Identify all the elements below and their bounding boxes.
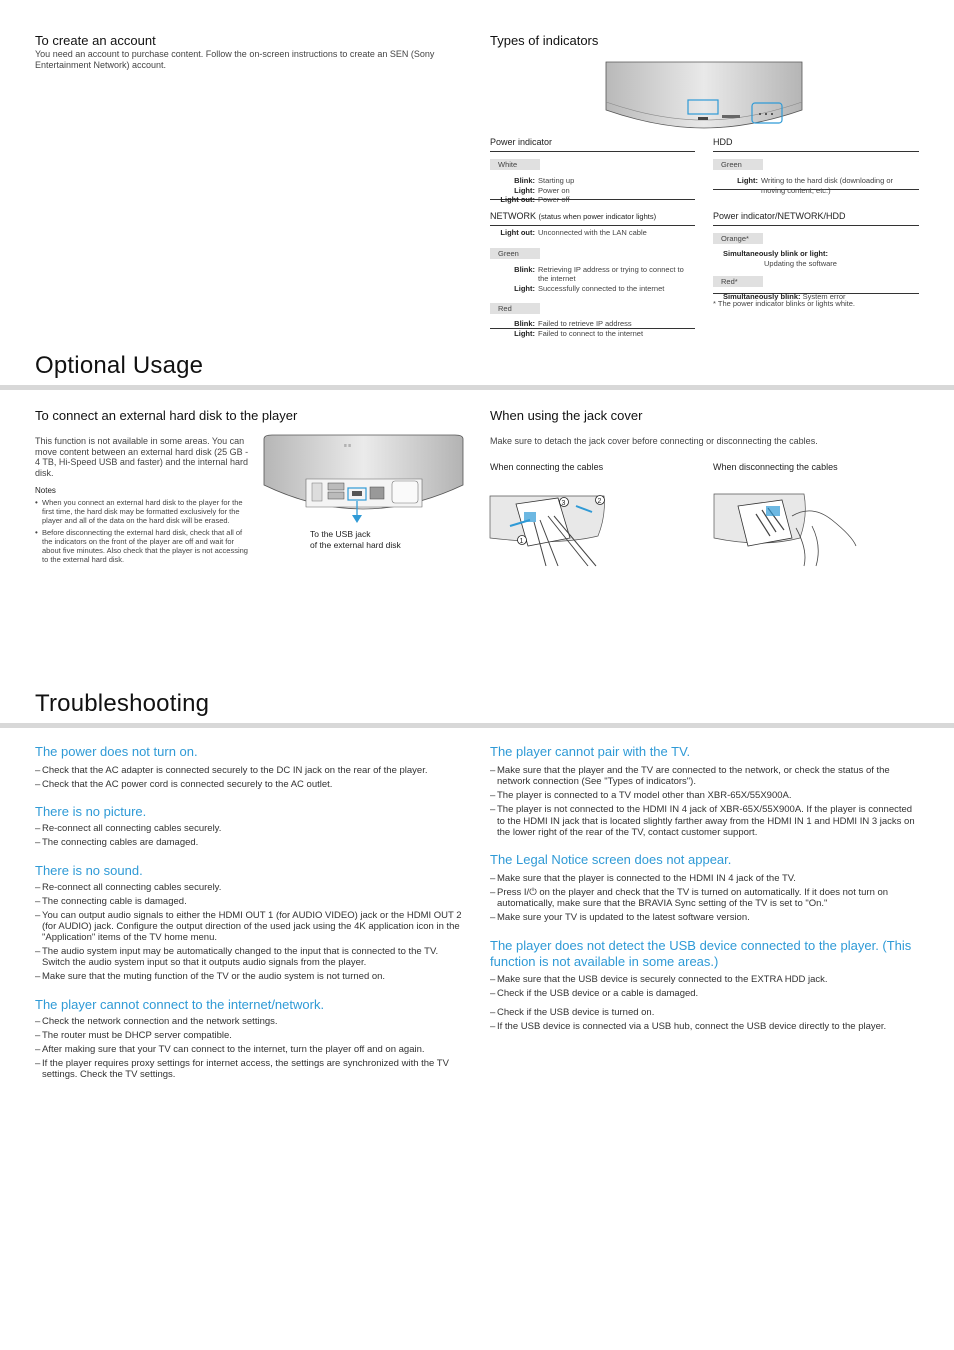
ts-title: There is no picture. bbox=[35, 804, 147, 820]
ts-item: – Check that the AC adapter is connected securely to the DC IN jack on the rear of the player. bbox=[35, 765, 465, 776]
chip-green: Green bbox=[490, 248, 540, 259]
ts-list bbox=[35, 882, 465, 983]
kv-key: Light: bbox=[737, 176, 758, 185]
kv-key: Blink: bbox=[514, 176, 535, 185]
kv-key: Light: bbox=[514, 185, 535, 195]
player-rear-illustration bbox=[262, 433, 467, 525]
ts-item: – If the USB device is connected via a USB hub, connect the USB device directly to the player. bbox=[490, 1021, 920, 1032]
ts-title: The player does not detect the USB device connected to the player. (This function is not available in some areas.) bbox=[490, 937, 912, 969]
kv-value: Power on bbox=[538, 185, 570, 195]
ts-title: The player cannot connect to the internet/network. bbox=[35, 996, 325, 1012]
svg-text:≡ ≡: ≡ ≡ bbox=[344, 443, 352, 449]
ts-item: – Check if the USB device is turned on. bbox=[490, 1007, 920, 1018]
ts-title: There is no sound. bbox=[35, 862, 143, 878]
ts-item: – The player is connected to a TV model other than XBR-65X/55X900A. bbox=[490, 790, 920, 801]
ts-item: – After making sure that your TV can connect to the internet, turn the player off and on again. bbox=[35, 1044, 465, 1055]
network-indicator-title bbox=[490, 211, 656, 221]
jack-cover-title: When using the jack cover bbox=[490, 408, 643, 423]
ts-item: – The player is not connected to the HDMI IN 4 jack of XBR-65X/55X900A. If the player is connected to the HDMI IN jack that is located slightly farther away from the HDMI IN 1 and HDMI IN 3 jacks on the lower right of the rear of the TV, contact customer support. bbox=[490, 804, 920, 838]
red-value: System error bbox=[802, 292, 846, 301]
ts-item: – If the player requires proxy settings for internet access, the settings are synchronized with the TV settings. Check the TV settings. bbox=[35, 1058, 465, 1081]
ts-item: – You can output audio signals to either the HDMI OUT 1 (for AUDIO VIDEO) jack or the HDMI OUT 2 (for AUDIO) jack. Configure the output direction of the used jack using the 4K application icon in the "Application" items of the TV home menu. bbox=[35, 910, 465, 944]
power-indicator-title: Power indicator bbox=[490, 137, 553, 147]
network-title-note: (status when power indicator lights) bbox=[538, 212, 657, 221]
troubleshooting-left-column bbox=[35, 744, 465, 1083]
disconnecting-caption: When disconnecting the cables bbox=[713, 462, 838, 472]
kv-key: Light: bbox=[514, 328, 535, 338]
create-account-title: To create an account bbox=[35, 33, 156, 48]
hdd-indicator-box bbox=[713, 151, 919, 195]
hdd-indicator-title: HDD bbox=[713, 137, 733, 147]
ts-item: – The connecting cable is damaged. bbox=[35, 896, 465, 907]
create-account-body: You need an account to purchase content. Follow the on-screen instructions to create an SEN (Sony Entertainment Network) account. bbox=[35, 49, 435, 70]
ts-item: – Check that the AC power cord is connected securely to the AC outlet. bbox=[35, 779, 465, 790]
orange-value: Updating the software bbox=[764, 258, 837, 268]
external-hdd-body: This function is not available in some areas. You can move content between an external hard disk (25 GB - 4 TB, Hi-Speed USB and faster) and the internal hard disk. bbox=[35, 436, 249, 478]
kv-key: Light out: bbox=[500, 195, 535, 204]
kv-value: Failed to retrieve IP address bbox=[538, 319, 632, 328]
section-divider bbox=[0, 385, 954, 390]
ts-item: – Make sure that the player and the TV are connected to the network, or check the status of the network connection (See "Types of indicators"). bbox=[490, 765, 920, 788]
ts-list bbox=[490, 1007, 920, 1032]
chip-red: Red* bbox=[713, 276, 763, 287]
kv-key: Blink: bbox=[514, 264, 535, 274]
kv-value: Successfully connected to the internet bbox=[538, 283, 665, 293]
note-item: • Before disconnecting the external hard disk, check that all of the indicators on the front of the player are off and wait for about five minutes. Also check that the player is not accessing to the external hard disk. bbox=[35, 528, 250, 565]
ts-item: – Make sure that the muting function of the TV or the audio system is not turned on. bbox=[35, 971, 465, 982]
ts-list bbox=[490, 974, 920, 999]
kv-value: Writing to the hard disk (downloading or moving content, etc.) bbox=[761, 176, 894, 195]
network-indicator-box bbox=[490, 225, 695, 338]
kv-value: Unconnected with the LAN cable bbox=[538, 228, 647, 237]
ts-item: – The connecting cables are damaged. bbox=[35, 837, 465, 848]
ts-title: The player cannot pair with the TV. bbox=[490, 744, 691, 759]
notes-heading: Notes bbox=[35, 486, 56, 495]
chip-green: Green bbox=[713, 159, 763, 170]
kv-value: Power off bbox=[538, 195, 570, 204]
callout-line-2: of the external hard disk bbox=[310, 540, 401, 550]
combined-indicator-title: Power indicator/NETWORK/HDD bbox=[713, 211, 846, 221]
kv-key: Light out: bbox=[500, 228, 535, 237]
ts-list bbox=[490, 873, 920, 924]
ts-item: – Re-connect all connecting cables securely. bbox=[35, 823, 465, 834]
kv-value: Retrieving IP address or trying to connect to the internet bbox=[538, 264, 684, 283]
troubleshooting-right-column bbox=[490, 744, 920, 1035]
svg-text:3: 3 bbox=[561, 500, 566, 507]
kv-value: Failed to connect to the internet bbox=[538, 328, 644, 338]
ts-item: – Check the network connection and the network settings. bbox=[35, 1016, 465, 1027]
troubleshooting-title: Troubleshooting bbox=[35, 690, 210, 717]
red-key: Simultaneously blink: bbox=[723, 292, 801, 301]
ts-item: – The audio system input may be automatically changed to the input that is connected to the TV. Switch the audio system input so that it outputs audio signals from the player. bbox=[35, 946, 465, 969]
connecting-caption: When connecting the cables bbox=[490, 462, 604, 472]
chip-white: White bbox=[490, 159, 540, 170]
note-item: • When you connect an external hard disk to the player for the first time, the hard disk may be formatted exclusively for the player and all of the data on the hard disk will be erased. bbox=[35, 498, 250, 526]
ts-list bbox=[490, 765, 920, 838]
kv-key: Light: bbox=[514, 283, 535, 293]
player-front-illustration bbox=[600, 58, 810, 130]
ts-item: – Make sure that the USB device is securely connected to the EXTRA HDD jack. bbox=[490, 974, 920, 985]
indicators-title: Types of indicators bbox=[490, 33, 599, 48]
jack-cover-connect-illustration bbox=[488, 476, 618, 568]
jack-cover-disconnect-illustration bbox=[712, 476, 860, 568]
ts-item: – Re-connect all connecting cables securely. bbox=[35, 882, 465, 893]
ts-list bbox=[35, 1016, 465, 1081]
ts-item: – Make sure that the player is connected to the HDMI IN 4 jack of the TV. bbox=[490, 873, 920, 884]
indicator-footnote: * The power indicator blinks or lights white. bbox=[713, 299, 856, 308]
external-hdd-notes bbox=[35, 486, 250, 566]
svg-text:2: 2 bbox=[597, 498, 602, 505]
kv-value: Starting up bbox=[538, 176, 575, 185]
external-hdd-title: To connect an external hard disk to the player bbox=[35, 408, 298, 423]
network-title-text: NETWORK bbox=[490, 211, 536, 221]
ts-list bbox=[35, 823, 465, 848]
ts-title: The power does not turn on. bbox=[35, 744, 198, 759]
combined-indicator-box bbox=[713, 225, 919, 301]
chip-red: Red bbox=[490, 303, 540, 314]
power-indicator-box bbox=[490, 151, 695, 204]
ts-item: – Make sure your TV is updated to the latest software version. bbox=[490, 912, 920, 923]
callout-line-1: To the USB jack bbox=[310, 529, 371, 539]
ts-item: – The router must be DHCP server compatible. bbox=[35, 1030, 465, 1041]
ts-item: – Check if the USB device or a cable is damaged. bbox=[490, 988, 920, 999]
ts-title: The Legal Notice screen does not appear. bbox=[490, 852, 732, 868]
jack-cover-body: Make sure to detach the jack cover before connecting or disconnecting the cables. bbox=[490, 436, 818, 446]
optional-usage-title: Optional Usage bbox=[35, 352, 204, 379]
section-divider bbox=[0, 723, 954, 728]
chip-orange: Orange* bbox=[713, 233, 763, 244]
ts-list bbox=[35, 765, 465, 790]
ts-item: – Press I/⏻ on the player and check that the TV is turned on automatically. If it does not turn on automatically, make sure that the BRAVIA Sync setting of the TV is set to "On." bbox=[490, 887, 920, 910]
svg-text:1: 1 bbox=[519, 538, 524, 545]
usb-jack-callout bbox=[310, 529, 401, 551]
kv-key: Blink: bbox=[514, 319, 535, 328]
orange-key: Simultaneously blink or light: bbox=[723, 249, 829, 258]
